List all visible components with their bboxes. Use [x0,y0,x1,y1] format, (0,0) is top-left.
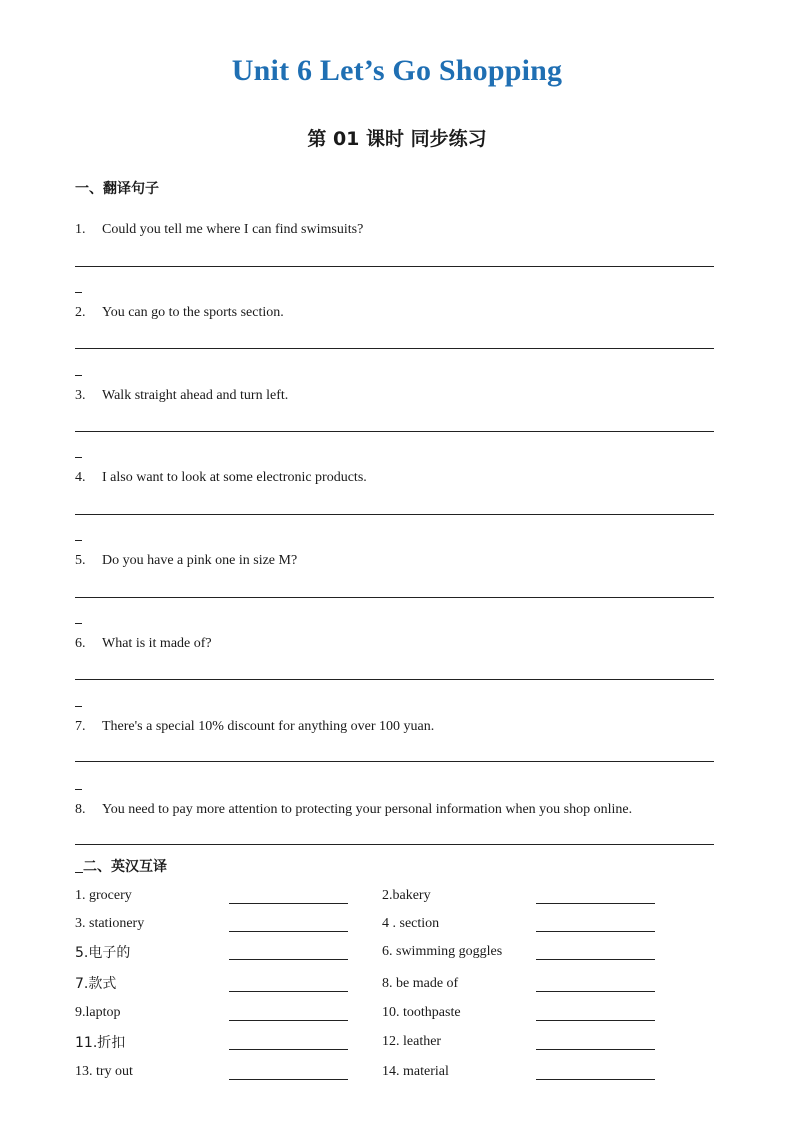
vocab-blank-8[interactable] [536,991,655,992]
vocab-blank-12[interactable] [536,1049,655,1050]
question-8 [75,802,632,818]
vocab-item-1: 1. grocery [75,888,132,903]
vocab-item-9: 9.laptop [75,1005,121,1020]
answer-line-1[interactable] [75,266,714,267]
vocab-blank-14[interactable] [536,1079,655,1080]
vocab-item-11: 11.折扣 [75,1035,126,1051]
vocab-blank-11[interactable] [229,1049,348,1050]
vocab-item-2: 2.bakery [382,888,431,903]
lesson-subtitle: 第 01 课时 同步练习 [307,128,487,150]
vocab-item-3: 3. stationery [75,916,145,931]
question-text: There's a special 10% discount for anything over 100 yuan. [102,719,435,734]
vocab-blank-10[interactable] [536,1020,655,1021]
vocab-item-4: 4 . section [382,916,440,931]
section-heading-translate-sentences: 一、翻译句子 [75,181,159,197]
vocab-item-8: 8. be made of [382,976,459,991]
answer-line-2[interactable] [75,348,714,349]
question-number: 1. [75,222,86,237]
question-text: What is it made of? [102,636,212,651]
vocab-item-7: 7.款式 [75,976,117,992]
vocab-item-13: 13. try out [75,1064,133,1079]
answer-line-5[interactable] [75,597,714,598]
answer-line-7[interactable] [75,761,714,762]
vocab-item-14: 14. material [382,1064,449,1079]
vocab-blank-5[interactable] [229,959,348,960]
line-tick [75,623,82,624]
vocab-item-6: 6. swimming goggles [382,944,503,959]
line-tick [75,789,82,790]
question-number: 2. [75,305,86,320]
question-7 [75,719,434,735]
line-tick [75,457,82,458]
question-text: I also want to look at some electronic products. [102,470,367,485]
question-number: 8. [75,802,86,817]
vocab-blank-2[interactable] [536,903,655,904]
section-heading-vocab-translate: 二、英汉互译 [83,859,167,875]
line-tick [75,540,82,541]
answer-line-4[interactable] [75,514,714,515]
answer-line-8[interactable] [75,844,714,845]
question-3 [75,388,288,404]
line-tick [75,872,83,873]
answer-line-6[interactable] [75,679,714,680]
question-text: Do you have a pink one in size M? [102,553,298,568]
line-tick [75,292,82,293]
vocab-item-5: 5.电子的 [75,945,131,961]
page-title: Unit 6 Let’s Go Shopping [231,54,563,87]
question-text: You need to pay more attention to protecting your personal information when you shop online. [102,802,633,817]
vocab-blank-1[interactable] [229,903,348,904]
vocab-blank-13[interactable] [229,1079,348,1080]
vocab-item-10: 10. toothpaste [382,1005,461,1020]
line-tick [75,706,82,707]
question-5 [75,553,297,569]
question-number: 3. [75,388,86,403]
question-2 [75,305,284,321]
vocab-blank-4[interactable] [536,931,655,932]
question-number: 4. [75,470,86,485]
vocab-blank-6[interactable] [536,959,655,960]
question-text: Could you tell me where I can find swimsuits? [102,222,364,237]
answer-line-3[interactable] [75,431,714,432]
vocab-blank-9[interactable] [229,1020,348,1021]
question-6 [75,636,212,652]
question-number: 5. [75,553,86,568]
question-number: 6. [75,636,86,651]
vocab-item-12: 12. leather [382,1034,442,1049]
question-text: Walk straight ahead and turn left. [102,388,289,403]
question-text: You can go to the sports section. [102,305,284,320]
vocab-blank-3[interactable] [229,931,348,932]
vocab-blank-7[interactable] [229,991,348,992]
question-4 [75,470,367,486]
question-1 [75,222,363,238]
question-number: 7. [75,719,86,734]
line-tick [75,375,82,376]
